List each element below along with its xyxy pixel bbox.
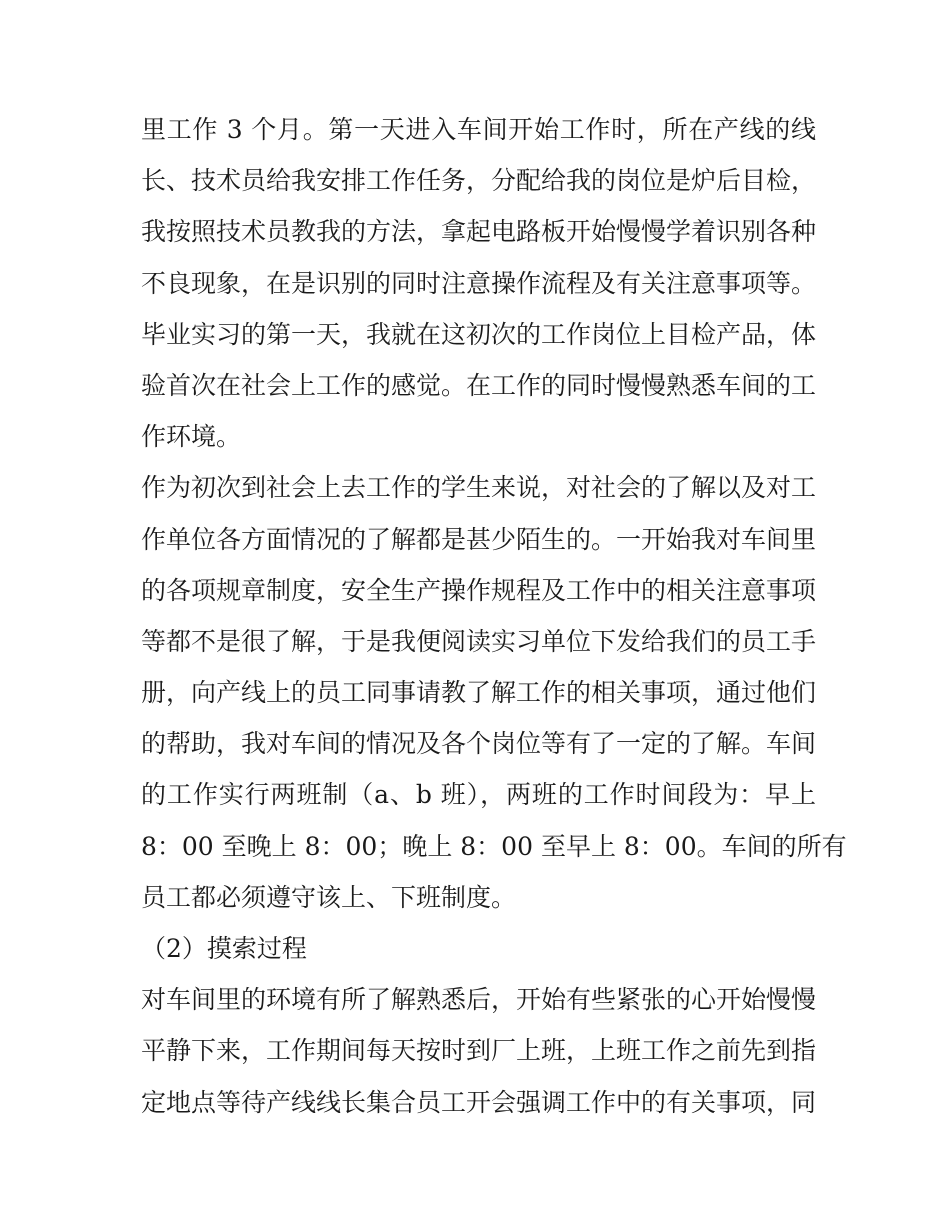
paragraph-3 <box>141 974 816 1128</box>
text-line: 册，向产线上的员工同事请教了解工作的相关事项，通过他们 <box>141 678 817 708</box>
text-line: 里工作 3 个月。第一天进入车间开始工作时，所在产线的线 <box>141 115 816 144</box>
paragraph-2 <box>141 462 847 923</box>
document-body <box>141 104 847 1128</box>
paragraph-1 <box>141 104 816 462</box>
text-line: 作为初次到社会上去工作的学生来说，对社会的了解以及对工 <box>141 473 817 503</box>
text-line: 不良现象，在是识别的同时注意操作流程及有关注意事项等。 <box>141 268 817 298</box>
text-line: 验首次在社会上工作的感觉。在工作的同时慢慢熟悉车间的工 <box>141 370 817 400</box>
text-line: 毕业实习的第一天，我就在这初次的工作岗位上目检产品，体 <box>141 319 817 349</box>
text-line: 平静下来，工作期间每天按时到厂上班，上班工作之前先到指 <box>141 1036 817 1066</box>
text-line: 长、技术员给我安排工作任务，分配给我的岗位是炉后目检， <box>141 166 817 196</box>
text-line: 的帮助，我对车间的情况及各个岗位等有了一定的了解。车间 <box>141 729 817 759</box>
text-line: 对车间里的环境有所了解熟悉后，开始有些紧张的心开始慢慢 <box>141 985 817 1015</box>
text-line: 8：00 至晚上 8：00；晚上 8：00 至早上 8：00。车间的所有 <box>141 831 847 861</box>
text-line: 的各项规章制度，安全生产操作规程及工作中的相关注意事项 <box>141 575 817 605</box>
text-line: 等都不是很了解，于是我便阅读实习单位下发给我们的员工手 <box>141 626 817 656</box>
text-line: 定地点等待产线线长集合员工开会强调工作中的有关事项，同 <box>141 1087 817 1117</box>
text-line: 我按照技术员教我的方法，拿起电路板开始慢慢学着识别各种 <box>141 217 817 247</box>
text-line: 员工都必须遵守该上、下班制度。 <box>141 882 517 912</box>
text-line: 作单位各方面情况的了解都是甚少陌生的。一开始我对车间里 <box>141 524 817 554</box>
text-line: 的工作实行两班制（a、b 班），两班的工作时间段为：早上 <box>141 780 816 810</box>
text-line: 作环境。 <box>141 422 242 452</box>
section-heading: （2）摸索过程 <box>141 934 307 963</box>
